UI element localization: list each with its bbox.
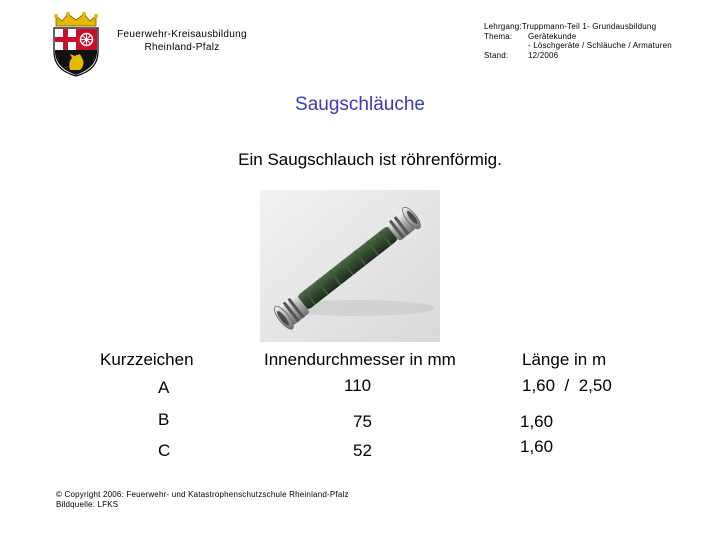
organization-name <box>112 28 252 54</box>
cell-diameter-c: 52 <box>353 441 372 460</box>
slide-subtitle: Ein Saugschlauch ist röhrenförmig. <box>238 150 502 169</box>
course-meta <box>484 22 672 60</box>
cell-code-c: C <box>158 441 171 460</box>
suction-hose-photo <box>260 190 440 342</box>
thema-value-2: - Löschgeräte / Schläuche / Armaturen <box>528 41 672 50</box>
cell-length-c: 1,60 <box>520 437 554 456</box>
stand-value: 12/2006 <box>528 50 559 60</box>
header-laenge: Länge in m <box>522 350 607 369</box>
image-source-text: Bildquelle: LFKS <box>56 500 119 509</box>
slide-title: Saugschläuche <box>295 94 425 115</box>
header-kurzzeichen: Kurzzeichen <box>100 350 194 369</box>
stand-label: Stand: <box>484 50 509 60</box>
header-innendurchmesser: Innendurchmesser in mm <box>264 350 456 369</box>
thema-value: Gerätekunde <box>528 31 577 41</box>
coat-of-arms-icon <box>50 12 102 78</box>
org-line-2: Rheinland-Pfalz <box>144 42 220 53</box>
lehrgang-label: Lehrgang: <box>484 22 522 31</box>
org-line-1: Feuerwehr-Kreisausbildung <box>117 29 247 40</box>
copyright-text: © Copyright 2006: Feuerwehr- und Katastrophenschutzschule Rheinland-Pfalz <box>56 490 349 499</box>
lehrgang-value: Truppmann-Teil 1- Grundausbildung <box>521 22 657 31</box>
cell-diameter-a: 110 <box>344 376 372 395</box>
cell-diameter-b: 75 <box>353 412 372 431</box>
cell-length-b: 1,60 <box>520 412 554 431</box>
footer <box>56 490 349 510</box>
thema-label: Thema: <box>484 31 513 41</box>
cell-code-b: B <box>158 410 170 429</box>
cell-code-a: A <box>158 378 170 397</box>
cell-length-a: 1,60 / 2,50 <box>522 376 612 395</box>
